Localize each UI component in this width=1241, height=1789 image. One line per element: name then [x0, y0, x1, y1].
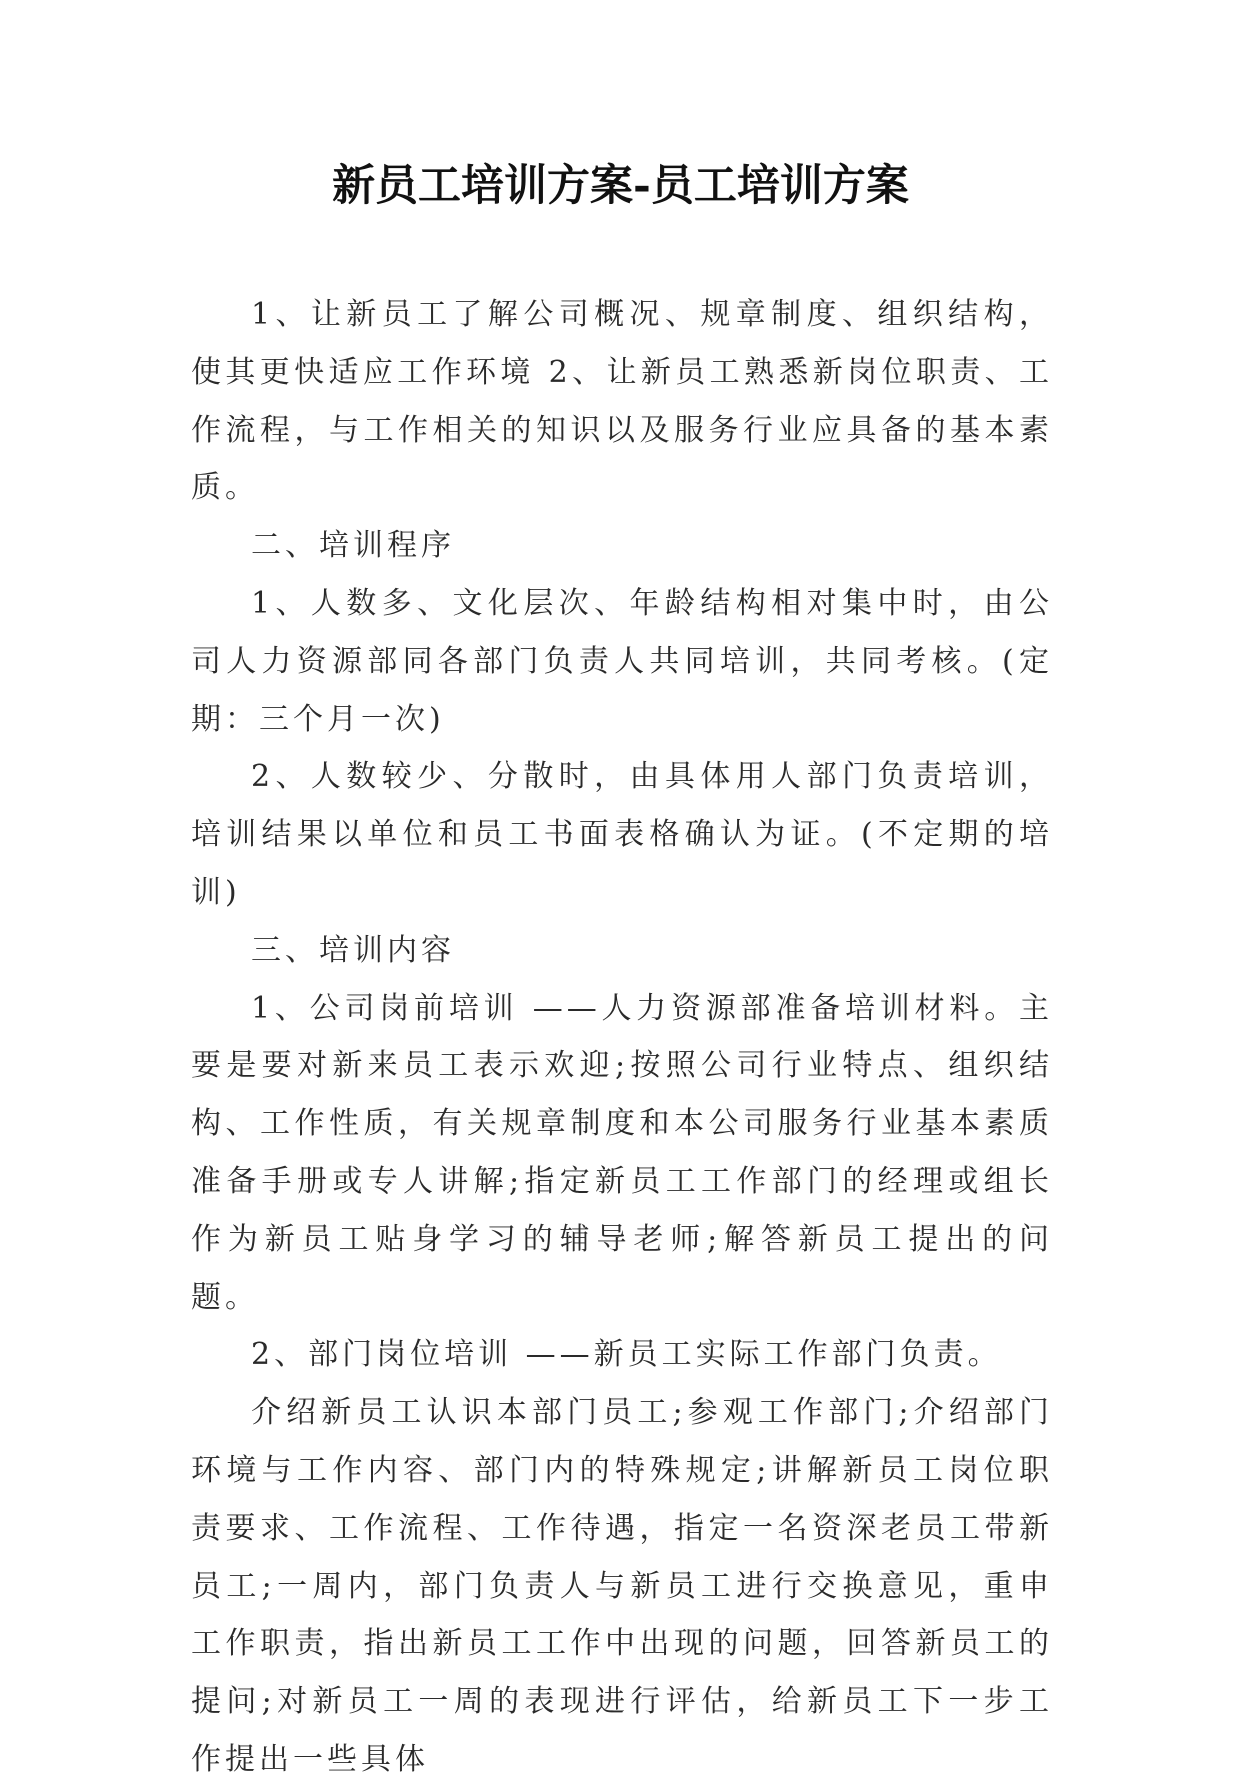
- section-heading-training-content: 三、培训内容: [251, 932, 455, 968]
- paragraph-department-training: 2、部门岗位培训 ——新员工实际工作部门负责。: [251, 1337, 1002, 1373]
- paragraph-procedure-1: 1、人数多、文化层次、年龄结构相对集中时，由公司人力资源部同各部门负责人共同培训，共同考核。(定期：三个月一次): [191, 585, 1053, 737]
- section-heading-training-procedure: 二、培训程序: [251, 528, 455, 564]
- document-title: 新员工培训方案-员工培训方案: [332, 161, 909, 211]
- paragraph-company-training: 1、公司岗前培训 ——人力资源部准备培训材料。主要是要对新来员工表示欢迎;按照公司行业特点、组织结构、工作性质，有关规章制度和本公司服务行业基本素质准备手册或专人讲解;指定新员工工作部门的经理或组长作为新员工贴身学习的辅导老师;解答新员工提出的问题。: [191, 990, 1053, 1315]
- document-body: [191, 286, 1053, 1789]
- paragraph-department-details: 介绍新员工认识本部门员工;参观工作部门;介绍部门环境与工作内容、部门内的特殊规定;讲解新员工岗位职责要求、工作流程、工作待遇，指定一名资深老员工带新员工;一周内，部门负责人与新员工进行交换意见，重申工作职责，指出新员工工作中出现的问题，回答新员工的提问;对新员工一周的表现进行评估，给新员工下一步工作提出一些具体: [191, 1395, 1053, 1777]
- paragraph-objectives: 1、让新员工了解公司概况、规章制度、组织结构，使其更快适应工作环境 2、让新员工熟悉新岗位职责、工作流程，与工作相关的知识以及服务行业应具备的基本素质。: [191, 297, 1053, 506]
- paragraph-procedure-2: 2、人数较少、分散时，由具体用人部门负责培训，培训结果以单位和员工书面表格确认为证。(不定期的培训): [191, 759, 1053, 910]
